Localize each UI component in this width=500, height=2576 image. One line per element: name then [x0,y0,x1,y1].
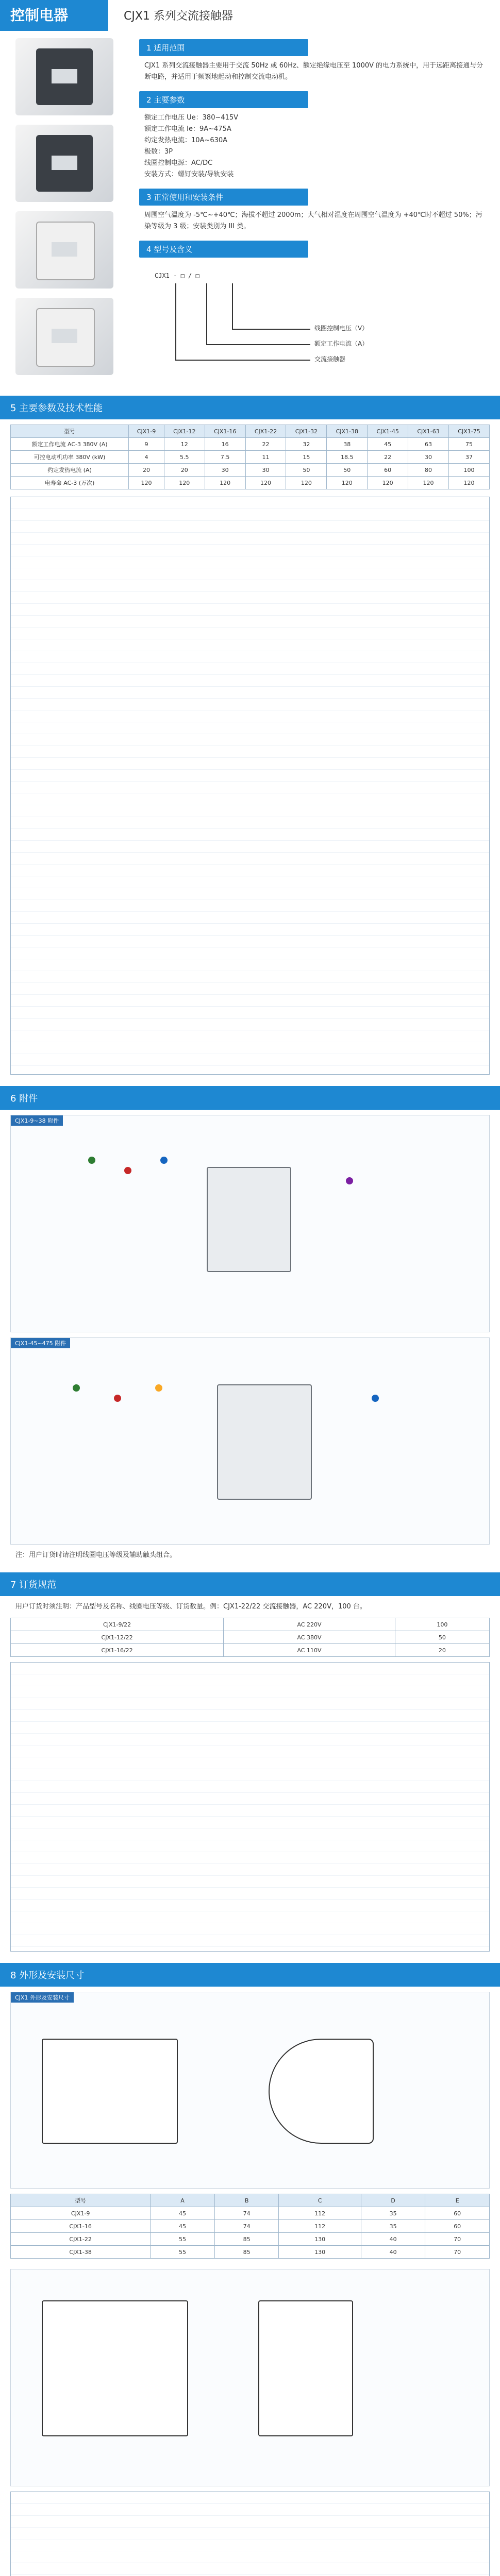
table-header: C [279,2194,361,2207]
table-row [11,2246,490,2259]
table-cell: 100 [448,464,489,477]
contactor-image [207,1167,291,1272]
table-cell: 120 [327,477,368,489]
front-view-drawing [42,2300,188,2436]
table-header: CJX1-75 [448,425,489,438]
table-cell: 45 [368,438,408,451]
table-cell: 40 [361,2233,425,2246]
table-cell: 50 [286,464,327,477]
header-band [0,0,500,31]
product-photo [15,211,113,289]
table-header: CJX1-32 [286,425,327,438]
param-item: 线圈控制电源：AC/DC [144,159,213,167]
table-cell: CJX1-16/22 [11,1644,224,1657]
table-cell: 130 [279,2233,361,2246]
table-cell: 74 [214,2207,279,2220]
table-cell: 电寿命 AC-3 (万次) [11,477,129,489]
page-title: CJX1 系列交流接触器 [124,10,233,23]
front-view-drawing [42,2039,178,2144]
section-title: 8 外形及安装尺寸 [0,1963,500,1987]
table-row [11,2207,490,2220]
table-header: CJX1-45 [368,425,408,438]
dimension-drawing [10,2269,490,2486]
table-cell: 20 [164,464,205,477]
section-title: 5 主要参数及技术性能 [0,396,500,419]
table-header: B [214,2194,279,2207]
param-item: 约定发热电流：10A~630A [144,137,228,144]
table-cell: 55 [151,2233,215,2246]
model-label: 交流接触器 [314,355,346,363]
table-cell: 9 [129,438,164,451]
table-row [11,1618,490,1631]
section-title: 7 订货规范 [0,1572,500,1596]
contactor-image [217,1384,312,1500]
section-title: 1 适用范围 [139,39,308,56]
table-cell: 35 [361,2220,425,2233]
section-title: 2 主要参数 [139,91,308,108]
table-cell: 20 [129,464,164,477]
table-cell: 60 [425,2207,490,2220]
table-row [11,451,490,464]
table-cell: 85 [214,2233,279,2246]
table-cell: 55 [151,2246,215,2259]
section-title: 3 正常使用和安装条件 [139,189,308,206]
table-cell: 38 [327,438,368,451]
table-cell: 5.5 [164,451,205,464]
table-cell: AC 380V [224,1631,395,1644]
section-title: 4 型号及含义 [139,241,308,258]
table-cell: 120 [245,477,286,489]
diagram-caption: CJX1-9~38 附件 [11,1115,63,1126]
table-cell: 可控电动机功率 380V (kW) [11,451,129,464]
product-photo [15,125,113,202]
table-cell: 120 [164,477,205,489]
table-cell: 63 [408,438,449,451]
table-cell: CJX1-16 [11,2220,151,2233]
product-photo [15,38,113,115]
order-table-continued [10,1662,490,1952]
table-row [11,1631,490,1644]
param-item: 额定工作电压 Ue：380~415V [144,114,239,122]
table-cell: 80 [408,464,449,477]
table-cell: 11 [245,451,286,464]
dimension-table-continued [10,2492,490,2576]
table-cell: 22 [245,438,286,451]
side-view-drawing [269,2039,374,2144]
table-header: CJX1-9 [129,425,164,438]
table-cell: 112 [279,2207,361,2220]
table-cell: AC 110V [224,1644,395,1657]
table-cell: 120 [129,477,164,489]
table-cell: 额定工作电流 AC-3 380V (A) [11,438,129,451]
blue-indicator-icon [160,1157,168,1164]
table-cell: 70 [425,2233,490,2246]
table-cell: 22 [368,451,408,464]
table-cell: 37 [448,451,489,464]
table-cell: 12 [164,438,205,451]
table-cell: 120 [368,477,408,489]
model-label: 线圈控制电压（V） [314,325,369,332]
blue-indicator-icon [372,1395,379,1402]
note-text: 注：用户订货时请注明线圈电压等级及辅助触头组合。 [15,1551,177,1559]
table-cell: 100 [395,1618,489,1631]
table-cell: CJX1-9 [11,2207,151,2220]
table-cell: 30 [408,451,449,464]
table-cell: 35 [361,2207,425,2220]
table-header: D [361,2194,425,2207]
section-text: CJX1 系列交流接触器主要用于交流 50Hz 或 60Hz、额定绝缘电压至 1000V 的电力系统中，用于远距离接通与分断电路，并适用于频繁地起动和控制交流电动机。 [144,62,484,81]
param-item: 安装方式：螺钉安装/导轨安装 [144,171,234,178]
category-tag: 控制电器 [0,0,108,31]
param-item: 额定工作电流 Ie：9A~475A [144,125,231,133]
table-cell: 30 [245,464,286,477]
table-cell: 120 [205,477,245,489]
table-cell: 30 [205,464,245,477]
table-header: CJX1-38 [327,425,368,438]
table-header: 型号 [11,2194,151,2207]
diagram-caption: CJX1 外形及安装尺寸 [11,1992,74,2003]
accessory-diagram [10,1337,490,1545]
table-row [11,2220,490,2233]
table-row [11,1644,490,1657]
table-cell: 7.5 [205,451,245,464]
dimension-drawing [10,1992,490,2189]
table-cell: 4 [129,451,164,464]
red-indicator-icon [124,1167,131,1174]
table-cell: CJX1-38 [11,2246,151,2259]
table-cell: 85 [214,2246,279,2259]
table-cell: 74 [214,2220,279,2233]
section-text: 周围空气温度为 -5℃~+40℃；海拔不超过 2000m；大气相对湿度在周围空气温度为 +40℃时不超过 50%；污染等级为 3 级；安装类别为 III 类。 [144,211,482,230]
table-cell: 40 [361,2246,425,2259]
side-view-drawing [258,2300,353,2436]
product-photo [15,298,113,375]
section-title: 6 附件 [0,1086,500,1110]
table-header: 型号 [11,425,129,438]
table-cell: 120 [286,477,327,489]
yellow-indicator-icon [155,1384,162,1392]
table-row [11,464,490,477]
model-diagram: CJX1 - □ / □ 线圈控制电压（V） 额定工作电流（A） 交流接触器 [155,272,369,363]
table-cell: 16 [205,438,245,451]
diagram-caption: CJX1-45~475 附件 [11,1338,70,1348]
spec-table [10,425,490,489]
table-row [11,2233,490,2246]
table-cell: 60 [368,464,408,477]
table-cell: 32 [286,438,327,451]
table-header: CJX1-16 [205,425,245,438]
table-cell: 18.5 [327,451,368,464]
table-cell: AC 220V [224,1618,395,1631]
table-cell: 75 [448,438,489,451]
section-text: 用户订货时须注明：产品型号及名称、线圈电压等级、订货数量。例：CJX1-22/22 交流接触器，AC 220V，100 台。 [15,1603,366,1611]
table-cell: 50 [327,464,368,477]
table-cell: CJX1-9/22 [11,1618,224,1631]
table-cell: 70 [425,2246,490,2259]
spec-table-continued [10,497,490,1075]
table-cell: CJX1-12/22 [11,1631,224,1644]
accessory-diagram [10,1115,490,1332]
green-indicator-icon [88,1157,95,1164]
table-cell: 130 [279,2246,361,2259]
table-header: CJX1-22 [245,425,286,438]
red-indicator-icon [114,1395,121,1402]
table-cell: 45 [151,2220,215,2233]
table-header: CJX1-63 [408,425,449,438]
table-cell: 120 [408,477,449,489]
table-cell: 15 [286,451,327,464]
table-cell: CJX1-22 [11,2233,151,2246]
purple-indicator-icon [346,1177,353,1184]
table-header: A [151,2194,215,2207]
table-cell: 120 [448,477,489,489]
order-table [10,1618,490,1657]
table-cell: 50 [395,1631,489,1644]
table-cell: 60 [425,2220,490,2233]
table-header: E [425,2194,490,2207]
table-cell: 约定发热电流 (A) [11,464,129,477]
model-label: 额定工作电流（A） [314,340,369,347]
dimension-table [10,2194,490,2259]
table-row [11,438,490,451]
table-header: CJX1-12 [164,425,205,438]
table-row [11,477,490,489]
table-cell: 20 [395,1644,489,1657]
table-cell: 112 [279,2220,361,2233]
green-indicator-icon [73,1384,80,1392]
table-cell: 45 [151,2207,215,2220]
param-item: 极数：3P [144,148,173,156]
